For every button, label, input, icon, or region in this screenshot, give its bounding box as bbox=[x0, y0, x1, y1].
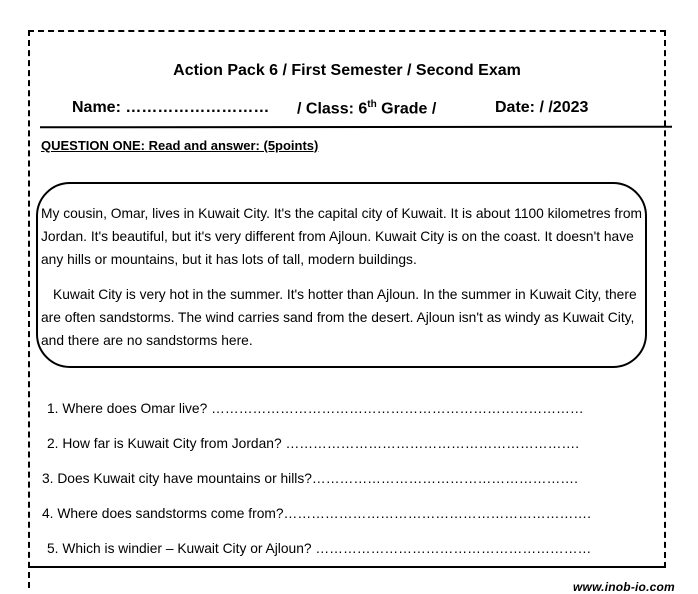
page-bottom-rule bbox=[28, 566, 666, 568]
page-border-right bbox=[664, 30, 666, 568]
question-4: 4. Where does sandstorms come from?…………………………………………………………. bbox=[42, 506, 591, 521]
passage-paragraph-2: Kuwait City is very hot in the summer. It's hotter than Ajloun. In the summer in Kuwait City, there are often sandstorms. The wind carries sand from the desert. Ajloun isn't as windy as Kuwait City, and there are no sandstorms here. bbox=[41, 287, 637, 348]
question-1: 1. Where does Omar live? ……………………………………………………………………… bbox=[47, 401, 584, 416]
student-name-field: Name: ……………………… bbox=[72, 99, 270, 116]
class-label-suffix: Grade / bbox=[376, 100, 437, 118]
question-2: 2. How far is Kuwait City from Jordan? ………………………………………………………. bbox=[47, 436, 580, 451]
watermark-link[interactable]: www.inob-io.com bbox=[573, 580, 675, 594]
question-5: 5. Which is windier – Kuwait City or Ajloun? …………………………………………………… bbox=[47, 541, 592, 556]
date-field: Date: / /2023 bbox=[495, 99, 589, 116]
class-label-ordinal: th bbox=[367, 99, 377, 110]
question-one-heading: QUESTION ONE: Read and answer: (5points) bbox=[41, 138, 319, 153]
class-field bbox=[297, 99, 436, 118]
page-border-top bbox=[28, 30, 666, 32]
question-3: 3. Does Kuwait city have mountains or hills?…………………………………………………. bbox=[42, 471, 578, 486]
page-border-left bbox=[28, 30, 30, 588]
passage-paragraph-1: My cousin, Omar, lives in Kuwait City. It's the capital city of Kuwait. It is about 1100 kilometres from Jordan. It's beautiful, but it's very different from Ajloun. Kuwait City is on the coast. It doesn't have any hills or mountains, but it has lots of tall, modern buildings. bbox=[41, 206, 642, 267]
header-divider bbox=[40, 126, 672, 129]
exam-title: Action Pack 6 / First Semester / Second Exam bbox=[173, 62, 521, 79]
class-label-prefix: / Class: 6 bbox=[297, 100, 368, 118]
